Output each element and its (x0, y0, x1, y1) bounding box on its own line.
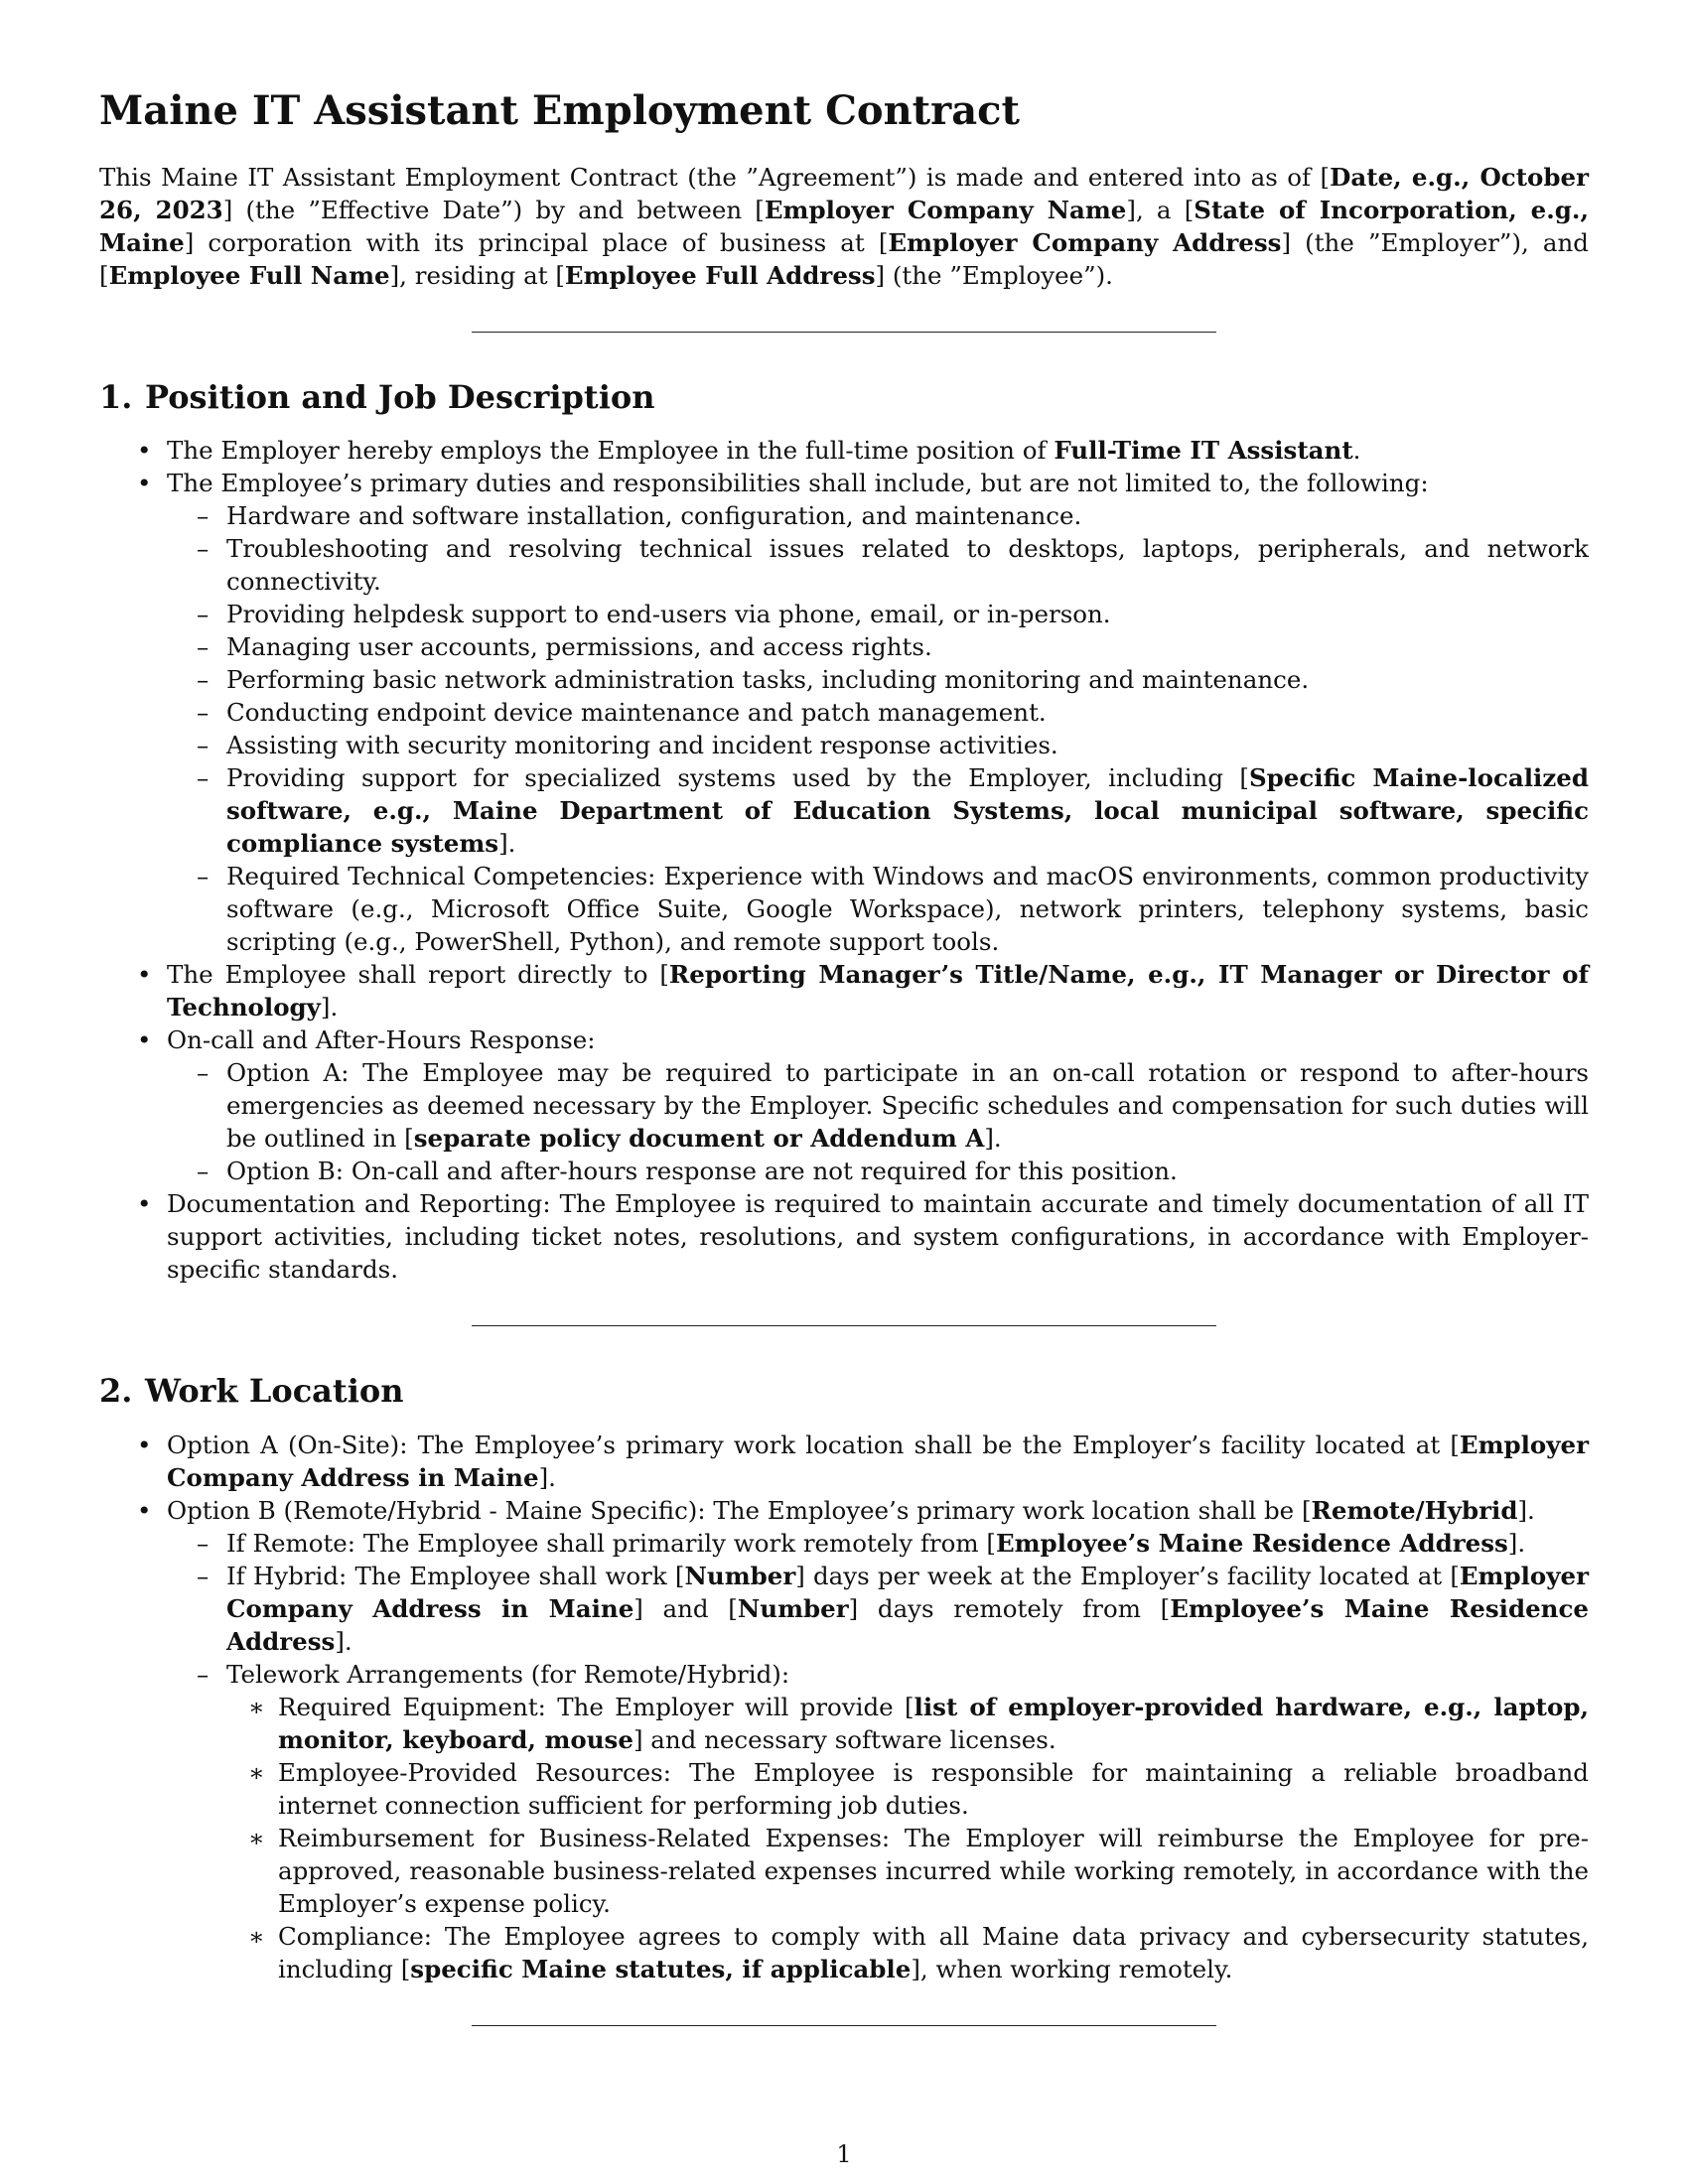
duties-list (99, 499, 1589, 958)
telework-item: ∗ Reimbursement for Business-Related Expenses: The Employer will reimburse the Employee for pre-approved, reasonable business-related expenses incurred while working remotely, in accordance with the Employer’s expense policy. (226, 1822, 1589, 1920)
option-item: – Option B: On-call and after-hours response are not required for this position. (167, 1155, 1589, 1187)
section-divider (472, 1325, 1216, 1326)
list-item: • The Employee’s primary duties and responsibilities shall include, but are not limited to, the following: – Hardware and software installation, configuration, and maintenance. – Troubleshooting and resolving technical issues related to desktops, laptops, peripherals, and network connectivity. – Providing helpdesk support to end-users via phone, email, or in-person. – Managing user accounts, permissions, and access rights. – Performing basic network administration tasks, including monitoring and maintenance. – Conducting endpoint device maintenance and patch management. – Assisting with security monitoring and incident response activities. – Providing support for specialized systems used by the Employer, including [Specific Maine-localized software, e.g., Maine Department of Education Systems, local municipal software, specific compliance systems]. – Required Technical Competencies: Experience with Windows and macOS environments, common productivity software (e.g., Microsoft Office Suite, Google Workspace), network printers, telephony systems, basic scripting (e.g., PowerShell, Python), and remote support tools. (99, 467, 1589, 958)
list-item: • Documentation and Reporting: The Employee is required to maintain accurate and timely documentation of all IT support activities, including ticket notes, resolutions, and system configurations, in accordance with Employer-specific standards. (99, 1187, 1589, 1286)
duty-item: – Assisting with security monitoring and incident response activities. (167, 729, 1589, 761)
position-title: Full-Time IT Assistant (1054, 436, 1353, 466)
section-1-list (99, 434, 1589, 1286)
list-item: • Option B (Remote/Hybrid - Maine Specific): The Employee’s primary work location shall be [Remote/Hybrid]. – If Remote: The Employee shall primarily work remotely from [Employee’s Maine Residence Address]. – If Hybrid: The Employee shall work [Number] days per week at the Employer’s facility located at [Employer Company Address in Maine] and [Number] days remotely from [Employee’s Maine Residence Address]. – Telework Arrangements (for Remote/Hybrid): ∗ Required Equipment: The Employer will provide [list of employer-provided hardware, e.g., laptop, monitor, keyboard, mouse] and necessary software licenses. ∗ Employee-Provided Resources: The Employee is responsible for maintaining a reliable broadband internet connection sufficient for performing job duties. ∗ Reimbursement for Business-Related Expenses: The Employer will reimburse the Employee for pre-approved, reasonable business-related expenses incurred while working remotely, in accordance with the Employer’s expense policy. ∗ Compliance: The Employee agrees to comply with all Maine data privacy and cybersecurity statutes, including [specific Maine statutes, if applicable], when working remotely. (99, 1494, 1589, 1985)
duty-item: – Troubleshooting and resolving technical issues related to desktops, laptops, peripherals, and network connectivity. (167, 532, 1589, 598)
onsite-address-placeholder: Employer Company Address in Maine (167, 1430, 1589, 1492)
section-divider (472, 2025, 1216, 2026)
duty-item: – Conducting endpoint device maintenance and patch management. (167, 696, 1589, 729)
section-heading-2: 2. Work Location (99, 1372, 404, 1411)
section-heading-1: 1. Position and Job Description (99, 378, 655, 416)
on-call-options (99, 1056, 1589, 1187)
duty-item: – Hardware and software installation, configuration, and maintenance. (167, 499, 1589, 532)
residence-address-placeholder: Employee’s Maine Residence Address (995, 1528, 1508, 1558)
employee-address-placeholder: Employee Full Address (564, 261, 876, 290)
remote-hybrid-placeholder: Remote/Hybrid (1311, 1495, 1518, 1525)
option-item: – Telework Arrangements (for Remote/Hybrid): ∗ Required Equipment: The Employer will provide [list of employer-provided hardware, e.g., laptop, monitor, keyboard, mouse] and necessary software licenses. ∗ Employee-Provided Resources: The Employee is responsible for maintaining a reliable broadband internet connection sufficient for performing job duties. ∗ Reimbursement for Business-Related Expenses: The Employer will reimburse the Employee for pre-approved, reasonable business-related expenses incurred while working remotely, in accordance with the Employer’s expense policy. ∗ Compliance: The Employee agrees to comply with all Maine data privacy and cybersecurity statutes, including [specific Maine statutes, if applicable], when working remotely. (167, 1658, 1589, 1985)
telework-item: ∗ Employee-Provided Resources: The Employee is responsible for maintaining a reliable broadband internet connection sufficient for performing job duties. (226, 1756, 1589, 1822)
page-number: 1 (836, 2140, 852, 2168)
employer-name-placeholder: Employer Company Name (764, 196, 1127, 224)
statutes-placeholder: specific Maine statutes, if applicable (410, 1954, 912, 1983)
policy-document-placeholder: separate policy document or Addendum A (413, 1124, 985, 1154)
telework-list (226, 1691, 1589, 1985)
list-item: • On-call and After-Hours Response: – Option A: The Employee may be required to participate in an on-call rotation or respond to after-hours emergencies as deemed necessary by the Employer. Specific schedules and compensation for such duties will be outlined in [separate policy document or Addendum A]. – Option B: On-call and after-hours response are not required for this position. (99, 1024, 1589, 1187)
option-item: – Option A: The Employee may be required to participate in an on-call rotation or respond to after-hours emergencies as deemed necessary by the Employer. Specific schedules and compensation for such duties will be outlined in [separate policy document or Addendum A]. (167, 1056, 1589, 1155)
duty-item: – Providing support for specialized systems used by the Employer, including [Specific Maine-localized software, e.g., Maine Department of Education Systems, local municipal software, specific compliance systems]. (167, 761, 1589, 860)
option-item: – If Hybrid: The Employee shall work [Number] days per week at the Employer’s facility located at [Employer Company Address in Maine] and [Number] days remotely from [Employee’s Maine Residence Address]. (167, 1560, 1589, 1658)
document-title: Maine IT Assistant Employment Contract (99, 87, 1020, 134)
section-2-list (99, 1429, 1589, 1985)
list-item: • Option A (On-Site): The Employee’s primary work location shall be the Employer’s facility located at [Employer Company Address in Maine]. (99, 1429, 1589, 1494)
state-placeholder: State of Incorporation, e.g., Maine (99, 196, 1589, 257)
employer-address-placeholder: Employer Company Address (888, 228, 1282, 257)
section-divider (472, 332, 1216, 333)
list-item: • The Employer hereby employs the Employee in the full-time position of Full-Time IT Assistant. (99, 434, 1589, 467)
specialized-software-placeholder: Specific Maine-localized software, e.g., Maine Department of Education Systems, local municipal software, specific compliance systems (226, 763, 1589, 859)
hardware-list-placeholder: list of employer-provided hardware, e.g., laptop, monitor, keyboard, mouse (278, 1692, 1589, 1754)
list-item: • The Employee shall report directly to [Reporting Manager’s Title/Name, e.g., IT Manager or Director of Technology]. (99, 958, 1589, 1024)
effective-date-placeholder: Date, e.g., October 26, 2023 (99, 163, 1589, 224)
telework-item: ∗ Compliance: The Employee agrees to comply with all Maine data privacy and cybersecurity statutes, including [specific Maine statutes, if applicable], when working remotely. (226, 1920, 1589, 1985)
duty-item: – Providing helpdesk support to end-users via phone, email, or in-person. (167, 598, 1589, 630)
duty-item: – Required Technical Competencies: Experience with Windows and macOS environments, common productivity software (e.g., Microsoft Office Suite, Google Workspace), network printers, telephony systems, basic scripting (e.g., PowerShell, Python), and remote support tools. (167, 860, 1589, 958)
duty-item: – Managing user accounts, permissions, and access rights. (167, 630, 1589, 663)
document-page (99, 87, 1589, 2026)
duty-item: – Performing basic network administration tasks, including monitoring and maintenance. (167, 663, 1589, 696)
reporting-manager-placeholder: Reporting Manager’s Title/Name, e.g., IT Manager or Director of Technology (167, 960, 1590, 1023)
employee-name-placeholder: Employee Full Name (108, 261, 390, 290)
telework-item: ∗ Required Equipment: The Employer will provide [list of employer-provided hardware, e.g., laptop, monitor, keyboard, mouse] and necessary software licenses. (226, 1691, 1589, 1756)
intro-paragraph: This Maine IT Assistant Employment Contract (the ”Agreement”) is made and entered into as of [Date, e.g., October 26, 2023] (the ”Effective Date”) by and between [Employer Company Name], a [State of Incorporation, e.g., Maine] corporation with its principal place of business at [Employer Company Address] (the ”Employer”), and [Employee Full Name], residing at [Employee Full Address] (the ”Employee”). (99, 163, 1589, 290)
option-item: – If Remote: The Employee shall primarily work remotely from [Employee’s Maine Residence Address]. (167, 1527, 1589, 1560)
work-arrangement-list (99, 1527, 1589, 1985)
